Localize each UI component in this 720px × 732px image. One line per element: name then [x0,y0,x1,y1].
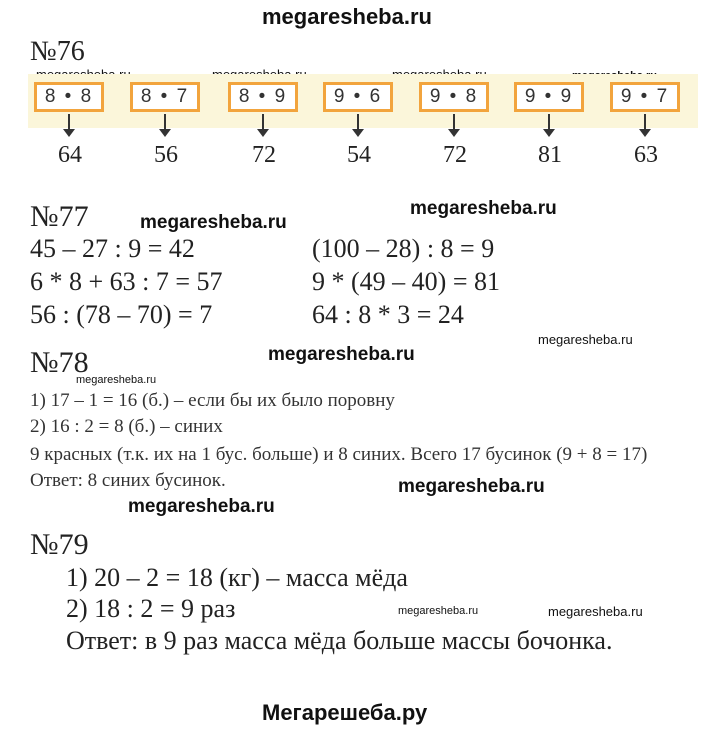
expression-box: 8 • 9 [228,82,298,112]
multiplication-cell [510,78,590,188]
expression-box: 9 • 8 [419,82,489,112]
multiplication-cell [30,78,110,188]
watermark: megaresheba.ru [538,332,633,347]
multiplication-cell [415,78,495,188]
solution-line: 1) 17 – 1 = 16 (б.) – если бы их было поровну [30,390,395,411]
expression-box: 9 • 7 [610,82,680,112]
result-value: 72 [252,142,276,168]
multiplication-cell [319,78,399,188]
multiplication-cell [126,78,206,188]
arrowhead [257,129,269,137]
arrowhead [543,129,555,137]
solution-line: 2) 16 : 2 = 8 (б.) – синих [30,416,223,437]
watermark: megaresheba.ru [548,604,643,619]
watermark: megaresheba.ru [76,374,157,386]
answer-line: Ответ: в 9 раз масса мёда больше массы бочонка. [66,626,613,655]
result-value: 54 [347,142,371,168]
task-78-title: №78 [30,346,89,379]
solution-line: 2) 18 : 2 = 9 раз [66,594,236,623]
task-77-title: №77 [30,200,89,233]
result-value: 64 [58,142,82,168]
multiplication-cell [224,78,304,188]
result-value: 56 [154,142,178,168]
expression-box: 8 • 7 [130,82,200,112]
equation-line: 56 : (78 – 70) = 7 [30,300,213,329]
equation-line: 6 * 8 + 63 : 7 = 57 [30,267,223,296]
task-76-title: №76 [30,36,85,67]
expression-box: 9 • 6 [323,82,393,112]
expression-box: 8 • 8 [34,82,104,112]
equation-line: 64 : 8 * 3 = 24 [312,300,464,329]
arrowhead [448,129,460,137]
watermark: megaresheba.ru [410,198,557,219]
arrowhead [159,129,171,137]
expression-box: 9 • 9 [514,82,584,112]
site-watermark-bottom: Мегарешеба.ру [262,700,428,725]
answer-line: Ответ: 8 синих бусинок. [30,470,226,491]
task-76-boxes [28,78,698,188]
watermark: megaresheba.ru [268,344,415,365]
multiplication-cell [606,78,686,188]
equation-line: 9 * (49 – 40) = 81 [312,267,500,296]
watermark: megaresheba.ru [398,605,479,617]
solution-line: 1) 20 – 2 = 18 (кг) – масса мёда [66,563,408,592]
result-value: 63 [634,142,658,168]
watermark: megaresheba.ru [398,476,545,497]
arrowhead [352,129,364,137]
task-79-title: №79 [30,528,89,561]
solution-line: 9 красных (т.к. их на 1 бус. больше) и 8 синих. Всего 17 бусинок (9 + 8 = 17) [30,444,648,465]
result-value: 81 [538,142,562,168]
arrowhead [63,129,75,137]
watermark: megaresheba.ru [128,496,275,517]
result-value: 72 [443,142,467,168]
equation-line: (100 – 28) : 8 = 9 [312,234,495,263]
arrowhead [639,129,651,137]
watermark: megaresheba.ru [140,212,287,233]
site-watermark-top: megaresheba.ru [262,4,432,29]
equation-line: 45 – 27 : 9 = 42 [30,234,195,263]
